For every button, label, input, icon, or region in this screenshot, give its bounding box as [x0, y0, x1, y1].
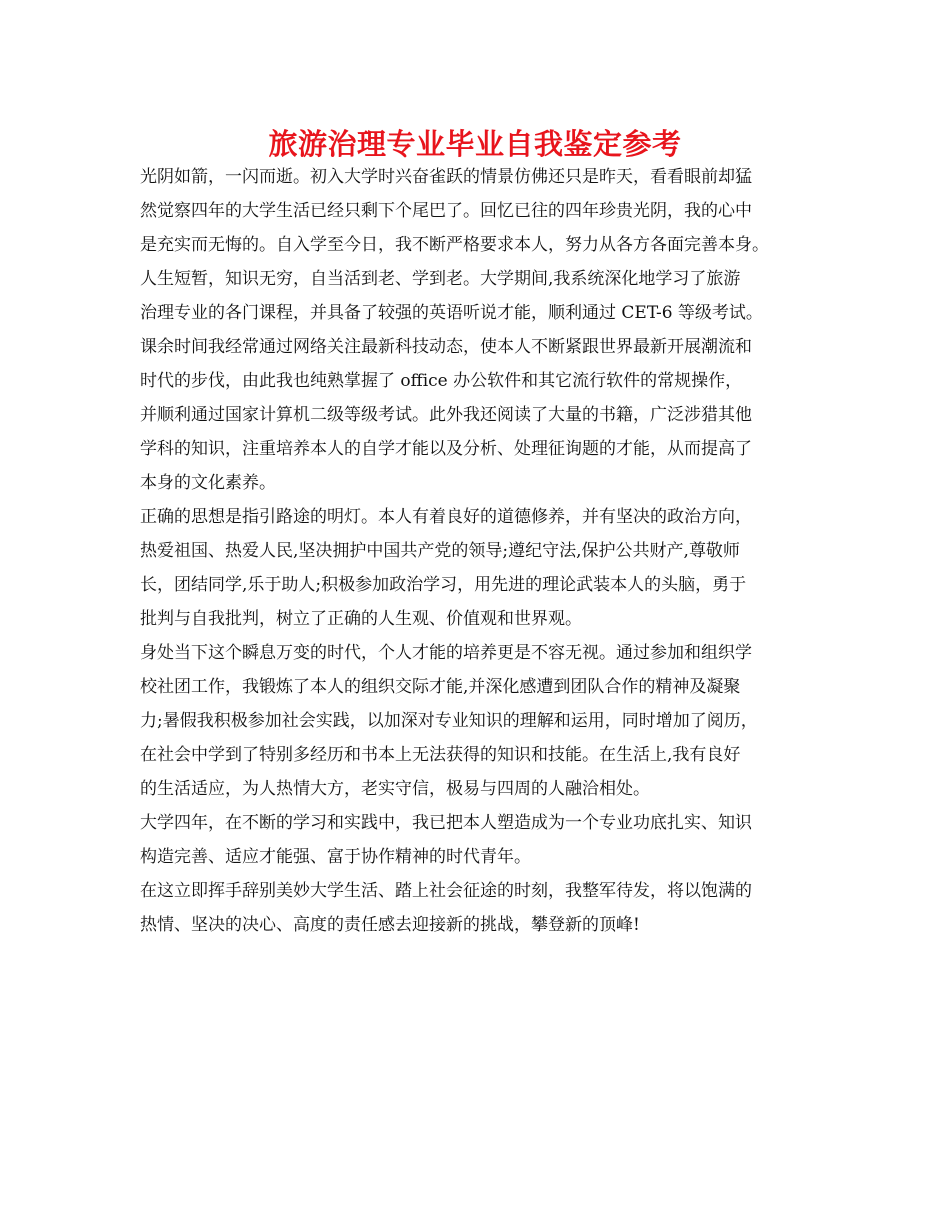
text-line: 在这立即挥手辞别美妙大学生活、踏上社会征途的时刻，我整军待发，将以饱满的	[140, 881, 752, 901]
document-body	[140, 160, 820, 942]
document-title: 旅游治理专业毕业自我鉴定参考	[268, 127, 682, 161]
paragraph-5	[140, 874, 820, 942]
text-line: 并顺利通过国家计算机二级等级考试。此外我还阅读了大量的书籍，广泛涉猎其他	[140, 405, 752, 425]
text-line: 正确的思想是指引路途的明灯。本人有着良好的道德修养，并有坚决的政治方向，	[140, 507, 752, 527]
paragraph-2	[140, 500, 820, 636]
text-line: 大学四年，在不断的学习和实践中，我已把本人塑造成为一个专业功底扎实、知识	[140, 813, 752, 833]
text-line: 然觉察四年的大学生活已经只剩下个尾巴了。回忆已往的四年珍贵光阴，我的心中	[140, 201, 752, 221]
text-line: 人生短暂，知识无穷，自当活到老、学到老。大学期间,我系统深化地学习了旅游	[140, 269, 741, 289]
text-line: 校社团工作，我锻炼了本人的组织交际才能,并深化感遭到团队合作的精神及凝聚	[140, 677, 741, 697]
text-line: 热情、坚决的决心、高度的责任感去迎接新的挑战，攀登新的顶峰!	[140, 915, 640, 935]
text-line: 本身的文化素养。	[140, 473, 276, 493]
text-line: 长，团结同学,乐于助人;积极参加政治学习，用先进的理论武装本人的头脑，勇于	[140, 575, 747, 595]
text-line: 身处当下这个瞬息万变的时代，个人才能的培养更是不容无视。通过参加和组织学	[140, 643, 752, 663]
text-line: 是充实而无悔的。自入学至今日，我不断严格要求本人，努力从各方各面完善本身。	[140, 235, 769, 255]
text-line: 光阴如箭，一闪而逝。初入大学时兴奋雀跃的情景仿佛还只是昨天，看看眼前却猛	[140, 167, 752, 187]
text-line: 力;暑假我积极参加社会实践，以加深对专业知识的理解和运用，同时增加了阅历，	[140, 711, 758, 731]
text-line: 课余时间我经常通过网络关注最新科技动态，使本人不断紧跟世界最新开展潮流和	[140, 337, 752, 357]
text-line: 在社会中学到了特别多经历和书本上无法获得的知识和技能。在生活上,我有良好	[140, 745, 741, 765]
paragraph-4	[140, 806, 820, 874]
text-line: 治理专业的各门课程，并具备了较强的英语听说才能，顺利通过 CET-6 等级考试。	[140, 303, 763, 323]
paragraph-3	[140, 636, 820, 806]
text-line: 学科的知识，注重培养本人的自学才能以及分析、处理征询题的才能，从而提高了	[140, 439, 752, 459]
text-line: 批判与自我批判，树立了正确的人生观、价值观和世界观。	[140, 609, 582, 629]
text-line: 热爱祖国、热爱人民,坚决拥护中国共产党的领导;遵纪守法,保护公共财产,尊敬师	[140, 541, 740, 561]
text-line: 构造完善、适应才能强、富于协作精神的时代青年。	[140, 847, 531, 867]
paragraph-1	[140, 160, 820, 500]
text-line: 的生活适应，为人热情大方，老实守信，极易与四周的人融洽相处。	[140, 779, 650, 799]
text-line: 时代的步伐，由此我也纯熟掌握了 office 办公软件和其它流行软件的常规操作，	[140, 371, 743, 391]
